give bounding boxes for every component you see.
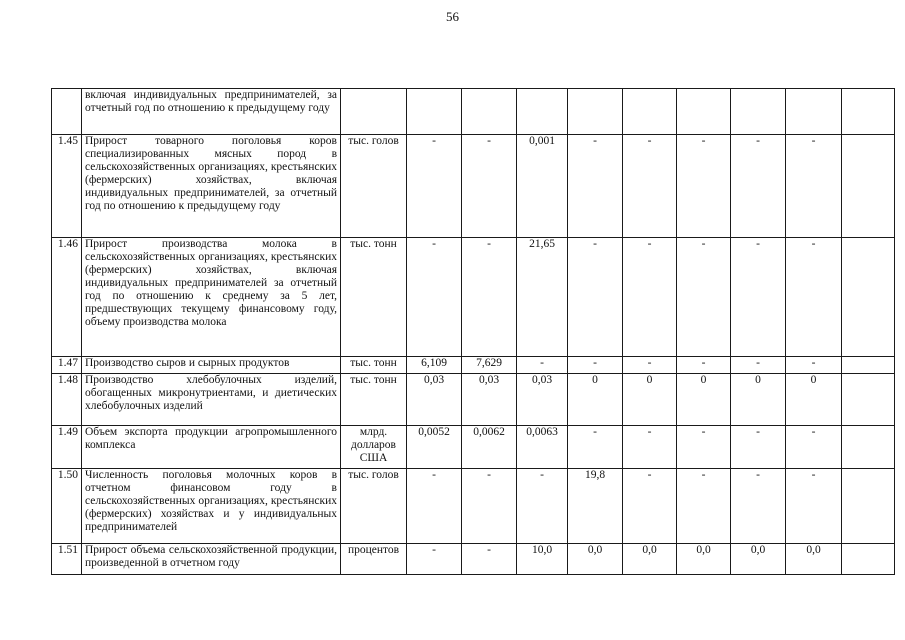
extra-cell (842, 374, 895, 426)
value-cell: - (407, 238, 462, 357)
value-cell: - (786, 469, 842, 544)
table-row (52, 426, 895, 469)
indicators-table (51, 88, 895, 575)
table-row (52, 238, 895, 357)
value-cell: - (568, 238, 623, 357)
extra-cell (842, 357, 895, 374)
value-cell: 21,65 (517, 238, 568, 357)
indicator-name: Производство сыров и сырных продуктов (82, 357, 341, 374)
value-cell: 0,001 (517, 135, 568, 238)
value-cell: - (623, 357, 677, 374)
row-number: 1.48 (52, 374, 82, 426)
extra-cell (842, 89, 895, 135)
table-row (52, 357, 895, 374)
value-cell: - (731, 238, 786, 357)
value-cell: - (677, 135, 731, 238)
table-row (52, 135, 895, 238)
row-number: 1.45 (52, 135, 82, 238)
value-cell: - (731, 426, 786, 469)
row-number: 1.50 (52, 469, 82, 544)
value-cell: - (677, 238, 731, 357)
value-cell: 0,0062 (462, 426, 517, 469)
value-cell: - (786, 238, 842, 357)
value-cell: 0,0 (623, 544, 677, 575)
value-cell: - (677, 426, 731, 469)
row-number: 1.47 (52, 357, 82, 374)
unit-cell: млрд. долларов США (341, 426, 407, 469)
value-cell: - (731, 135, 786, 238)
table-row (52, 89, 895, 135)
value-cell: 0,03 (462, 374, 517, 426)
unit-cell: тыс. голов (341, 135, 407, 238)
value-cell: 6,109 (407, 357, 462, 374)
value-cell: 0 (786, 374, 842, 426)
value-cell: 10,0 (517, 544, 568, 575)
value-cell: - (786, 357, 842, 374)
row-number (52, 89, 82, 135)
row-number: 1.51 (52, 544, 82, 575)
value-cell: 0,0 (568, 544, 623, 575)
table-row (52, 544, 895, 575)
value-cell (623, 89, 677, 135)
value-cell: 0 (677, 374, 731, 426)
value-cell: - (568, 357, 623, 374)
unit-cell (341, 89, 407, 135)
value-cell: - (462, 469, 517, 544)
value-cell: 0,03 (407, 374, 462, 426)
value-cell: 0,0 (731, 544, 786, 575)
unit-cell: процентов (341, 544, 407, 575)
indicator-name: Численность поголовья молочных коров в отчетном финансовом году в сельскохозяйственных организациях, крестьянских (фермерских) хозяйствах и у индивидуальных предпринимателей (82, 469, 341, 544)
unit-cell: тыс. тонн (341, 374, 407, 426)
table-row (52, 469, 895, 544)
value-cell: 0,0052 (407, 426, 462, 469)
indicator-name: Прирост производства молока в сельскохозяйственных организациях, крестьянских (фермерских) хозяйствах, включая индивидуальных предпринимателей за отчетный год по отношению к среднему за 5 лет, предшествующих текущему финансовому году, объему производства молока (82, 238, 341, 357)
value-cell: 0,03 (517, 374, 568, 426)
value-cell: - (407, 135, 462, 238)
unit-cell: тыс. тонн (341, 238, 407, 357)
value-cell (462, 89, 517, 135)
value-cell: 0 (623, 374, 677, 426)
value-cell (517, 89, 568, 135)
value-cell: - (677, 469, 731, 544)
value-cell: - (623, 426, 677, 469)
value-cell: 0,0063 (517, 426, 568, 469)
value-cell: 7,629 (462, 357, 517, 374)
value-cell: 0 (731, 374, 786, 426)
extra-cell (842, 238, 895, 357)
value-cell: - (786, 135, 842, 238)
value-cell: - (517, 357, 568, 374)
value-cell: 0 (568, 374, 623, 426)
unit-cell: тыс. голов (341, 469, 407, 544)
indicator-name: Прирост объема сельскохозяйственной продукции, произведенной в отчетном году (82, 544, 341, 575)
extra-cell (842, 469, 895, 544)
value-cell (407, 89, 462, 135)
value-cell: - (517, 469, 568, 544)
value-cell: - (568, 135, 623, 238)
value-cell: - (407, 469, 462, 544)
unit-cell: тыс. тонн (341, 357, 407, 374)
indicator-name: Объем экспорта продукции агропромышленного комплекса (82, 426, 341, 469)
indicator-name: Прирост товарного поголовья коров специализированных мясных пород в сельскохозяйственных организациях, крестьянских (фермерских) хозяйствах, включая индивидуальных предпринимателей, за отчетный год по отношению к предыдущему году (82, 135, 341, 238)
value-cell: 0,0 (786, 544, 842, 575)
row-number: 1.46 (52, 238, 82, 357)
value-cell: - (623, 135, 677, 238)
value-cell: - (786, 426, 842, 469)
value-cell: - (623, 238, 677, 357)
extra-cell (842, 135, 895, 238)
page-number: 56 (446, 9, 459, 24)
value-cell: - (407, 544, 462, 575)
indicator-name: включая индивидуальных предпринимателей, за отчетный год по отношению к предыдущему году (82, 89, 341, 135)
value-cell: - (568, 426, 623, 469)
extra-cell (842, 426, 895, 469)
value-cell: - (462, 238, 517, 357)
value-cell (786, 89, 842, 135)
table-row (52, 374, 895, 426)
value-cell (677, 89, 731, 135)
value-cell: 19,8 (568, 469, 623, 544)
indicator-name: Производство хлебобулочных изделий, обогащенных микронутриентами, и диетических хлебобулочных изделий (82, 374, 341, 426)
value-cell: - (462, 544, 517, 575)
row-number: 1.49 (52, 426, 82, 469)
value-cell (731, 89, 786, 135)
value-cell: - (623, 469, 677, 544)
value-cell: 0,0 (677, 544, 731, 575)
extra-cell (842, 544, 895, 575)
value-cell: - (677, 357, 731, 374)
value-cell (568, 89, 623, 135)
value-cell: - (731, 357, 786, 374)
value-cell: - (731, 469, 786, 544)
value-cell: - (462, 135, 517, 238)
